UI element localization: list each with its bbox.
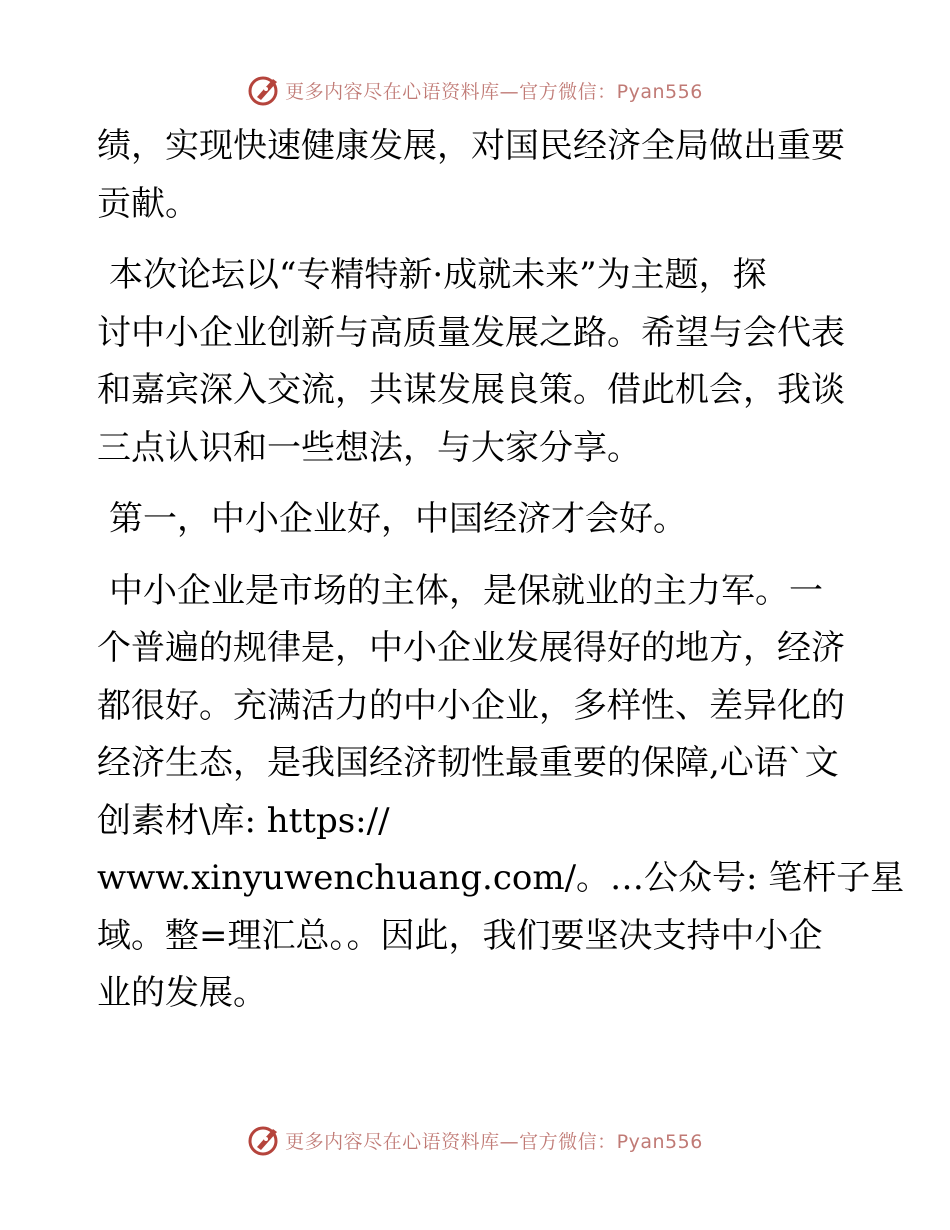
text-line: 经济生态，是我国经济韧性最重要的保障,心语`文 [97,743,839,783]
paragraph [97,247,857,477]
text-line: 个普遍的规律是，中小企业发展得好的地方，经济 [97,628,845,668]
text-line: www.xinyuwenchuang.com/。…公众号: 笔杆子星 [97,858,905,898]
pen-nib-logo-icon [247,1123,281,1157]
text-line: 创素材\库: https:// [97,800,390,841]
text-line: 贡献。 [97,183,199,224]
paragraph [97,563,905,1023]
footer-watermark-banner [0,1120,950,1160]
document-body [97,118,905,1037]
header-watermark-banner [0,70,950,110]
text-line: 业的发展。 [97,973,267,1013]
text-line: 第一，中小企业好，中国经济才会好。 [109,499,687,539]
text-line: 都很好。充满活力的中小企业，多样性、差异化的 [97,685,845,726]
banner-text: 更多内容尽在心语资料库—官方微信：Pyan556 [285,80,703,103]
pen-nib-logo-icon [247,73,281,107]
section-heading [97,491,857,549]
text-line: 三点认识和一些想法，与大家分享。 [97,427,641,468]
text-line: 域。整=理汇总。。因此，我们要坚决支持中小企 [97,915,823,956]
banner-text: 更多内容尽在心语资料库—官方微信：Pyan556 [285,1130,703,1153]
text-line: 绩，实现快速健康发展，对国民经济全局做出重要 [97,126,845,166]
paragraph [97,118,857,233]
text-line: 中小企业是市场的主体，是保就业的主力军。一 [109,570,823,611]
text-line: 讨中小企业创新与高质量发展之路。希望与会代表 [97,312,845,353]
text-line: 本次论坛以“专精特新·成就未来”为主题，探 [109,255,767,295]
text-line: 和嘉宾深入交流，共谋发展良策。借此机会，我谈 [97,370,845,410]
